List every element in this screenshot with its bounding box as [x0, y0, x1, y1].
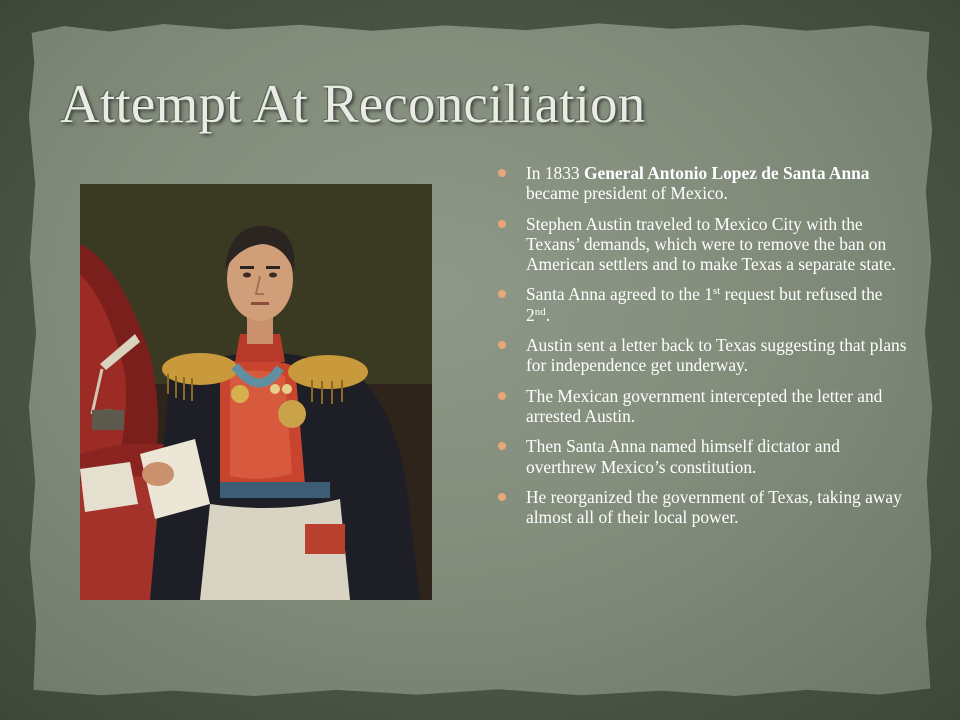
bullet-item-1: [498, 163, 910, 204]
bullet-3-sup-1: st: [712, 285, 721, 298]
bullet-marker: [498, 493, 506, 501]
bullet-6-text: Then Santa Anna named himself dictator and overthrew Mexico’s constitution.: [526, 436, 840, 477]
bullet-1-pre: In 1833: [526, 163, 584, 183]
bullet-item-5: [498, 386, 910, 427]
bullet-3-sup-2: nd: [534, 305, 546, 318]
bullet-5-text: The Mexican government intercepted the letter and arrested Austin.: [526, 385, 883, 426]
bullet-item-4: [498, 335, 910, 376]
bullet-2-text: Stephen Austin traveled to Mexico City with the Texans’ demands, which were to remove the ban on American settlers and to make Texas a separate state.: [526, 213, 896, 275]
bullet-3-mid: request but refused the 2: [526, 284, 883, 325]
bullet-1-bold: General Antonio Lopez de Santa Anna: [583, 163, 870, 183]
bullet-marker: [498, 442, 506, 450]
bullet-1-post: became president of Mexico.: [526, 183, 728, 204]
bullet-7-text: He reorganized the government of Texas, taking away almost all of their local power.: [526, 486, 902, 528]
bullet-marker: [498, 220, 506, 228]
bullet-item-6: [498, 436, 910, 477]
bullet-item-7: [498, 487, 910, 528]
bullet-3-pre: Santa Anna agreed to the 1: [526, 284, 713, 305]
bullet-marker: [498, 290, 506, 298]
portrait-image: [80, 184, 432, 600]
slide-title: Attempt At Reconciliation: [60, 73, 646, 134]
bullet-item-2: [498, 214, 910, 275]
bullet-item-3: [498, 284, 910, 325]
bullet-marker: [498, 341, 506, 349]
bullet-3-post: .: [545, 304, 551, 325]
bullet-4-text: Austin sent a letter back to Texas suggesting that plans for independence get underway.: [526, 335, 907, 376]
bullet-list: [498, 163, 910, 537]
bullet-marker: [498, 392, 506, 400]
bullet-marker: [498, 169, 506, 177]
